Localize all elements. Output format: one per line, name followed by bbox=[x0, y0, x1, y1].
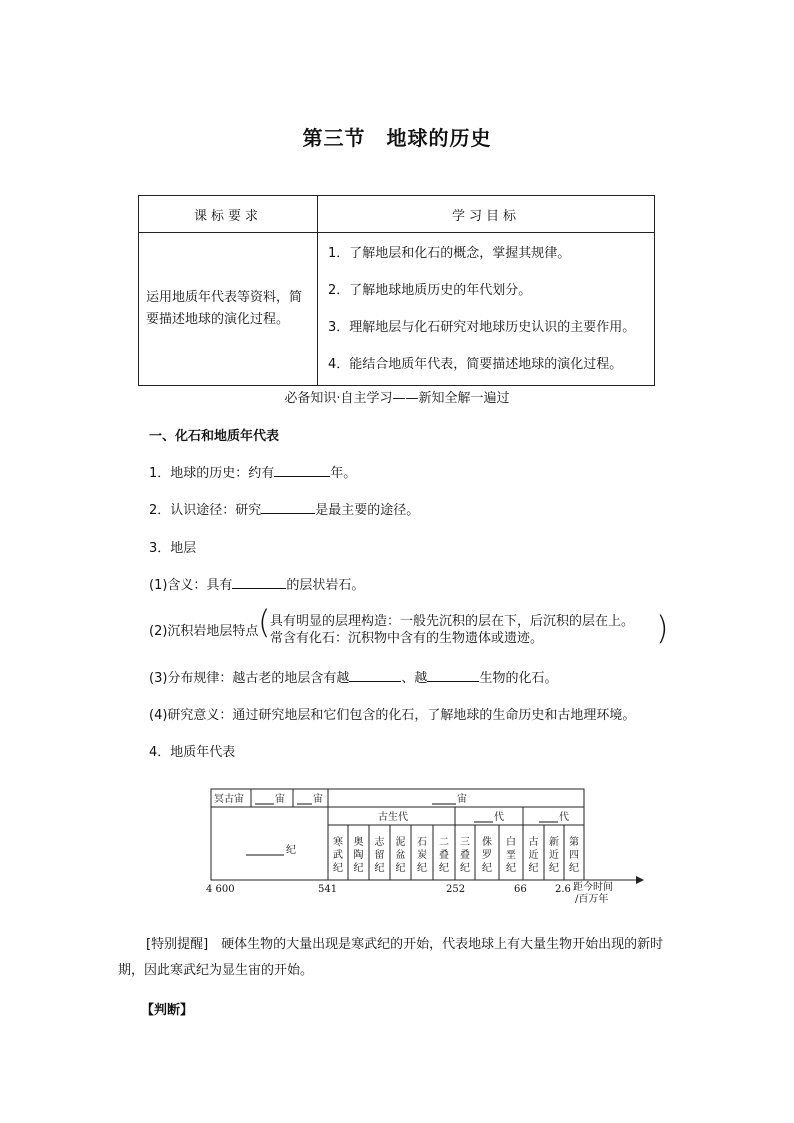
period-label: 石炭纪 bbox=[417, 837, 427, 874]
item-sedimentary-label: (2)沉积岩地层特点 bbox=[149, 624, 259, 639]
goal-item: 1．了解地层和化石的概念，掌握其规律。 bbox=[328, 245, 571, 261]
geologic-timescale-diagram bbox=[200, 780, 660, 910]
period-label: 泥盆纪 bbox=[395, 837, 406, 874]
tick-label: 66 bbox=[514, 884, 527, 895]
axis-arrow-icon bbox=[636, 876, 644, 884]
sedimentary-feature-2: 常含有化石：沉积物中含有的生物遗体或遗迹。 bbox=[270, 631, 544, 646]
item-strata-definition: (1)含义：具有 的层状岩石。 bbox=[149, 574, 364, 593]
fill-blank[interactable] bbox=[261, 500, 315, 514]
eon-suffix: 宙 bbox=[457, 794, 467, 805]
fill-blank[interactable] bbox=[274, 463, 330, 477]
judge-heading: 【判断】 bbox=[141, 1003, 194, 1018]
brace-left: ( bbox=[258, 603, 271, 641]
table-header-requirement: 课标要求 bbox=[139, 196, 318, 233]
eon-suffix: 宙 bbox=[313, 794, 323, 805]
period-label: 二叠纪 bbox=[439, 837, 449, 874]
goals-cell bbox=[318, 233, 655, 386]
tick-label: 2.6 bbox=[555, 884, 571, 895]
goal-item: 4．能结合地质年代表，简要描述地球的演化过程。 bbox=[328, 356, 623, 372]
requirement-cell bbox=[139, 233, 318, 386]
item-strata: 3．地层 bbox=[149, 541, 197, 556]
axis-label: 距今时间 bbox=[573, 882, 613, 893]
tick-label: 541 bbox=[318, 884, 338, 895]
item-distribution-rule: (3)分布规律：越古老的地层含有越 、越 生物的化石。 bbox=[149, 667, 557, 686]
fill-blank[interactable] bbox=[349, 668, 401, 682]
eon-hadean: 冥古宙 bbox=[214, 794, 244, 805]
period-label: 三叠纪 bbox=[460, 837, 470, 874]
item-research-path: 2．认识途径：研究 是最主要的途径。 bbox=[149, 499, 419, 518]
item-research-significance: (4)研究意义：通过研究地层和它们包含的化石，了解地球的生命历史和古地理环境。 bbox=[149, 708, 636, 723]
fill-blank[interactable] bbox=[427, 668, 479, 682]
axis-label: /百万年 bbox=[575, 894, 609, 905]
item-earth-history: 1．地球的历史：约有 年。 bbox=[149, 462, 356, 481]
tick-label: 252 bbox=[446, 884, 466, 895]
special-note: [特别提醒] 硬体生物的大量出现是寒武纪的开始，代表地球上有大量生物开始出现的新时期，因此寒武纪为显生宙的开始。 bbox=[118, 937, 664, 978]
item-geologic-timescale: 4．地质年代表 bbox=[149, 745, 236, 760]
goal-item: 2．了解地球地质历史的年代划分。 bbox=[328, 282, 532, 298]
sedimentary-feature-1: 具有明显的层理构造：一般先沉积的层在下，后沉积的层在上。 bbox=[270, 614, 635, 629]
period-label: 古近纪 bbox=[528, 837, 539, 874]
period-label: 新近纪 bbox=[549, 837, 559, 874]
section-subheading: 必备知识·自主学习——新知全解一遍过 bbox=[284, 391, 510, 406]
period-label: 第四纪 bbox=[569, 837, 579, 874]
tick-label: 4 600 bbox=[206, 884, 235, 895]
section-title: 一、化石和地质年代表 bbox=[149, 429, 280, 444]
fill-blank[interactable] bbox=[232, 575, 286, 589]
brace-right: ) bbox=[656, 609, 669, 647]
era-suffix: 代 bbox=[494, 812, 504, 823]
eon-suffix: 宙 bbox=[275, 794, 285, 805]
period-label: 奥陶纪 bbox=[353, 837, 364, 874]
table-header-goals: 学习目标 bbox=[318, 196, 655, 233]
page-title: 第三节 地球的历史 bbox=[302, 126, 492, 150]
period-label: 白垩纪 bbox=[506, 837, 516, 874]
period-suffix: 纪 bbox=[286, 845, 296, 856]
requirement-text: 运用地质年代表等资料，简要描述地球的演化过程。 bbox=[146, 290, 303, 327]
period-label: 侏罗纪 bbox=[482, 837, 492, 874]
period-label: 志留纪 bbox=[374, 837, 385, 874]
period-labels bbox=[333, 835, 579, 874]
era-paleozoic: 古生代 bbox=[378, 812, 408, 823]
era-suffix: 代 bbox=[559, 812, 569, 823]
curriculum-table bbox=[138, 195, 655, 386]
goal-item: 3．理解地层与化石研究对地球历史认识的主要作用。 bbox=[328, 319, 636, 335]
period-label: 寒武纪 bbox=[333, 837, 343, 874]
